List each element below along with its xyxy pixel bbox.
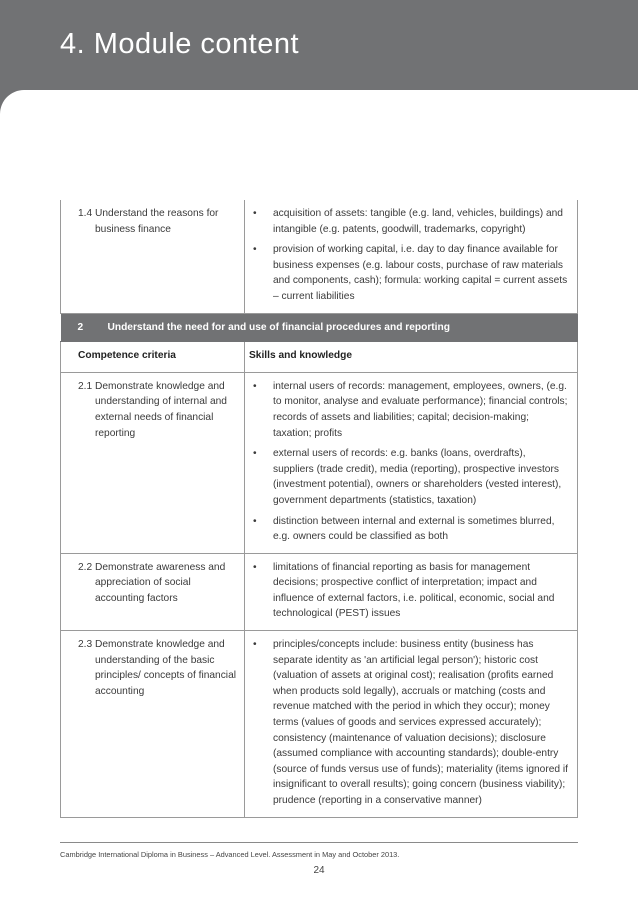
criterion-number: 2.3 [78, 639, 93, 651]
criterion-number: 2.2 [78, 561, 93, 573]
section-header-cell [61, 313, 578, 342]
skills-list [249, 206, 569, 305]
list-item [249, 206, 569, 237]
footer-text: Cambridge International Diploma in Business – Advanced Level. Assessment in May and October 2013. [60, 850, 400, 859]
page-number: 24 [313, 865, 325, 876]
section-title: Understand the need for and use of financial procedures and reporting [107, 321, 450, 333]
column-header-competence: Competence criteria [61, 342, 245, 373]
section-header-row [61, 313, 578, 342]
list-item-text: external users of records: e.g. banks (loans, overdrafts), suppliers (trade credit), media (reporting), prospective investors (investment potential), owners or shareholders (vested interest), government departments (statistics, taxation) [273, 448, 562, 506]
bullet-icon: • [253, 639, 257, 651]
bullet-icon: • [253, 380, 257, 392]
skills-cell [245, 200, 578, 313]
skills-list [249, 560, 569, 622]
table-row [61, 372, 578, 553]
list-item-text: internal users of records: management, employees, owners, (e.g. to monitor, analyse and evaluate performance); financial controls; records of assets and liabilities; capital; decision-making; taxation; profits [273, 380, 568, 439]
list-item-text: distinction between internal and external is sometimes blurred, e.g. owners could be classified as both [273, 515, 555, 543]
module-content-table [60, 200, 578, 818]
criterion-number: 2.1 [78, 380, 93, 392]
list-item [249, 379, 569, 441]
header-band [0, 0, 638, 90]
skills-cell [245, 553, 578, 630]
table-row [61, 631, 578, 818]
skills-cell [245, 372, 578, 553]
list-item-text: principles/concepts include: business entity (business has separate identity as 'an artificial legal person'); historic cost (valuation of assets at original cost); realisation (profits earned when products sold legally), accruals or matching (costs and revenue matched with the period in which they occur); money terms (values of goods and services expressed accurately); consistency (maintenance of valuation decisions); disclosure (assumed compliance with accounting standards); double-entry (source of funds versus use of funds); materiality (items ignored if insignificant to overall results); going concern (business viability); prudence (reporting in a conservative manner) [273, 639, 568, 806]
footer-divider [60, 842, 578, 843]
table-row [61, 553, 578, 630]
column-header-skills: Skills and knowledge [245, 342, 578, 373]
criterion-cell [61, 553, 245, 630]
skills-list [249, 379, 569, 545]
column-header-row [61, 342, 578, 373]
list-item [249, 446, 569, 508]
skills-cell [245, 631, 578, 818]
page-title: 4. Module content [60, 28, 300, 60]
bullet-icon: • [253, 515, 257, 527]
criterion-cell [61, 200, 245, 313]
section-number: 2 [77, 321, 84, 333]
list-item [249, 514, 569, 545]
list-item [249, 560, 569, 622]
bullet-icon: • [253, 448, 257, 460]
skills-list [249, 637, 569, 809]
bullet-icon: • [253, 208, 257, 219]
bullet-icon: • [253, 244, 257, 256]
header-corner-curve [0, 90, 24, 114]
bullet-icon: • [253, 561, 257, 573]
list-item-text: provision of working capital, i.e. day to day finance available for business expenses (e.g. labour costs, purchase of raw materials and components, cash); formula: working capital = current assets – current liabilities [273, 244, 568, 302]
list-item-text: limitations of financial reporting as basis for management decisions; prospective conflict of interpretation; impact and influence of external factors, i.e. political, economic, social and technological (PEST) issues [273, 561, 555, 620]
criterion-text: Demonstrate knowledge and understanding of internal and external needs of financial reporting [95, 380, 227, 439]
criterion-cell [61, 631, 245, 818]
list-item-text: acquisition of assets: tangible (e.g. land, vehicles, buildings) and intangible (e.g. patents, goodwill, trademarks, copyright) [273, 208, 563, 235]
table-row [61, 200, 578, 313]
list-item [249, 637, 569, 809]
criterion-cell [61, 372, 245, 553]
criterion-text: Demonstrate awareness and appreciation of social accounting factors [95, 561, 226, 604]
criterion-text: Understand the reasons for business finance [95, 208, 219, 235]
criterion-text: Demonstrate knowledge and understanding of the basic principles/ concepts of financial accounting [95, 639, 237, 697]
criterion-number: 1.4 [78, 208, 93, 219]
list-item [249, 242, 569, 304]
